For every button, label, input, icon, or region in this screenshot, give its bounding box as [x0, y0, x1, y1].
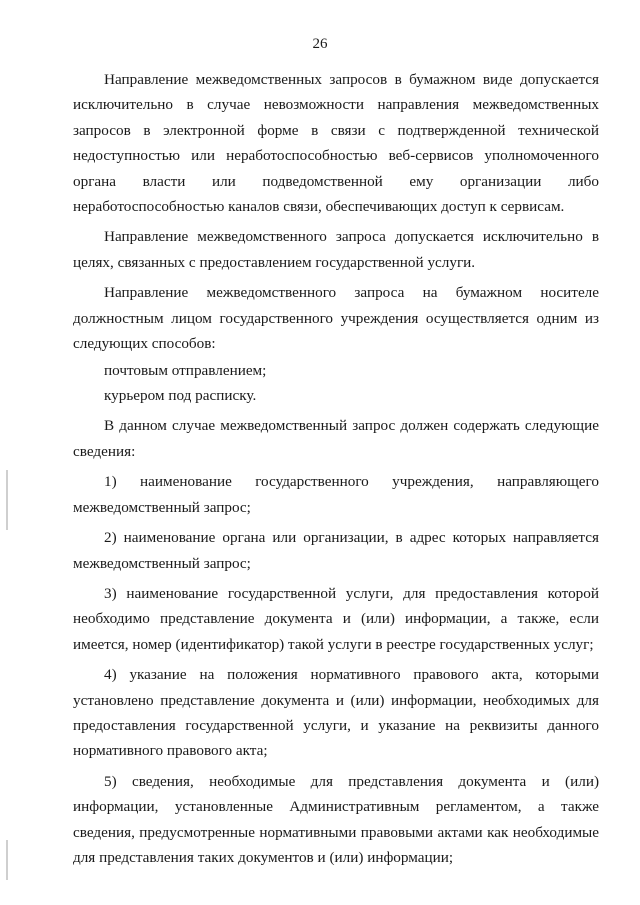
list-item: 5) сведения, необходимые для представления документа и (или) информации, установленные Административным регламентом, а также сведения, предусмотренные нормативными правовыми актами как необходимые для представления таких документов и (или) информации; — [73, 772, 599, 866]
document-body — [73, 67, 599, 872]
scan-edge-mark — [6, 840, 8, 880]
list-item: 3) наименование государственной услуги, для предоставления которой необходимо представление документа и (или) информации, а также, если имеется, номер (идентификатор) такой услуги в реестре государственных услуг; — [73, 584, 599, 653]
page-number: 26 — [312, 36, 328, 52]
paragraph: Направление межведомственного запроса допускается исключительно в целях, связанных с предоставлением государственной услуги. — [73, 228, 599, 271]
scan-edge-mark — [6, 470, 8, 530]
paragraph: Направление межведомственных запросов в бумажном виде допускается исключительно в случае невозможности направления межведомственных запросов в электронной форме в связи с подтвержденной технической недоступностью или неработоспособностью веб-сервисов уполномоченного органа власти или подведомственной ему организации либо неработоспособностью каналов связи, обеспечивающих доступ к сервисам. — [73, 71, 599, 216]
list-item: почтовым отправлением; — [104, 361, 267, 379]
list-item: 1) наименование государственного учреждения, направляющего межведомственный запрос; — [73, 473, 599, 516]
paragraph: В данном случае межведомственный запрос должен содержать следующие сведения: — [73, 417, 599, 460]
list-item: 4) указание на положения нормативного правового акта, которыми установлено представление документа и (или) информации, необходимых для предоставления государственной услуги, и указание на реквизиты данного нормативного правового акта; — [73, 666, 599, 760]
paragraph: Направление межведомственного запроса на бумажном носителе должностным лицом государственного учреждения осуществляется одним из следующих способов: — [73, 284, 599, 353]
list-item: курьером под расписку. — [104, 387, 257, 405]
list-item: 2) наименование органа или организации, в адрес которых направляется межведомственный запрос; — [73, 529, 599, 572]
